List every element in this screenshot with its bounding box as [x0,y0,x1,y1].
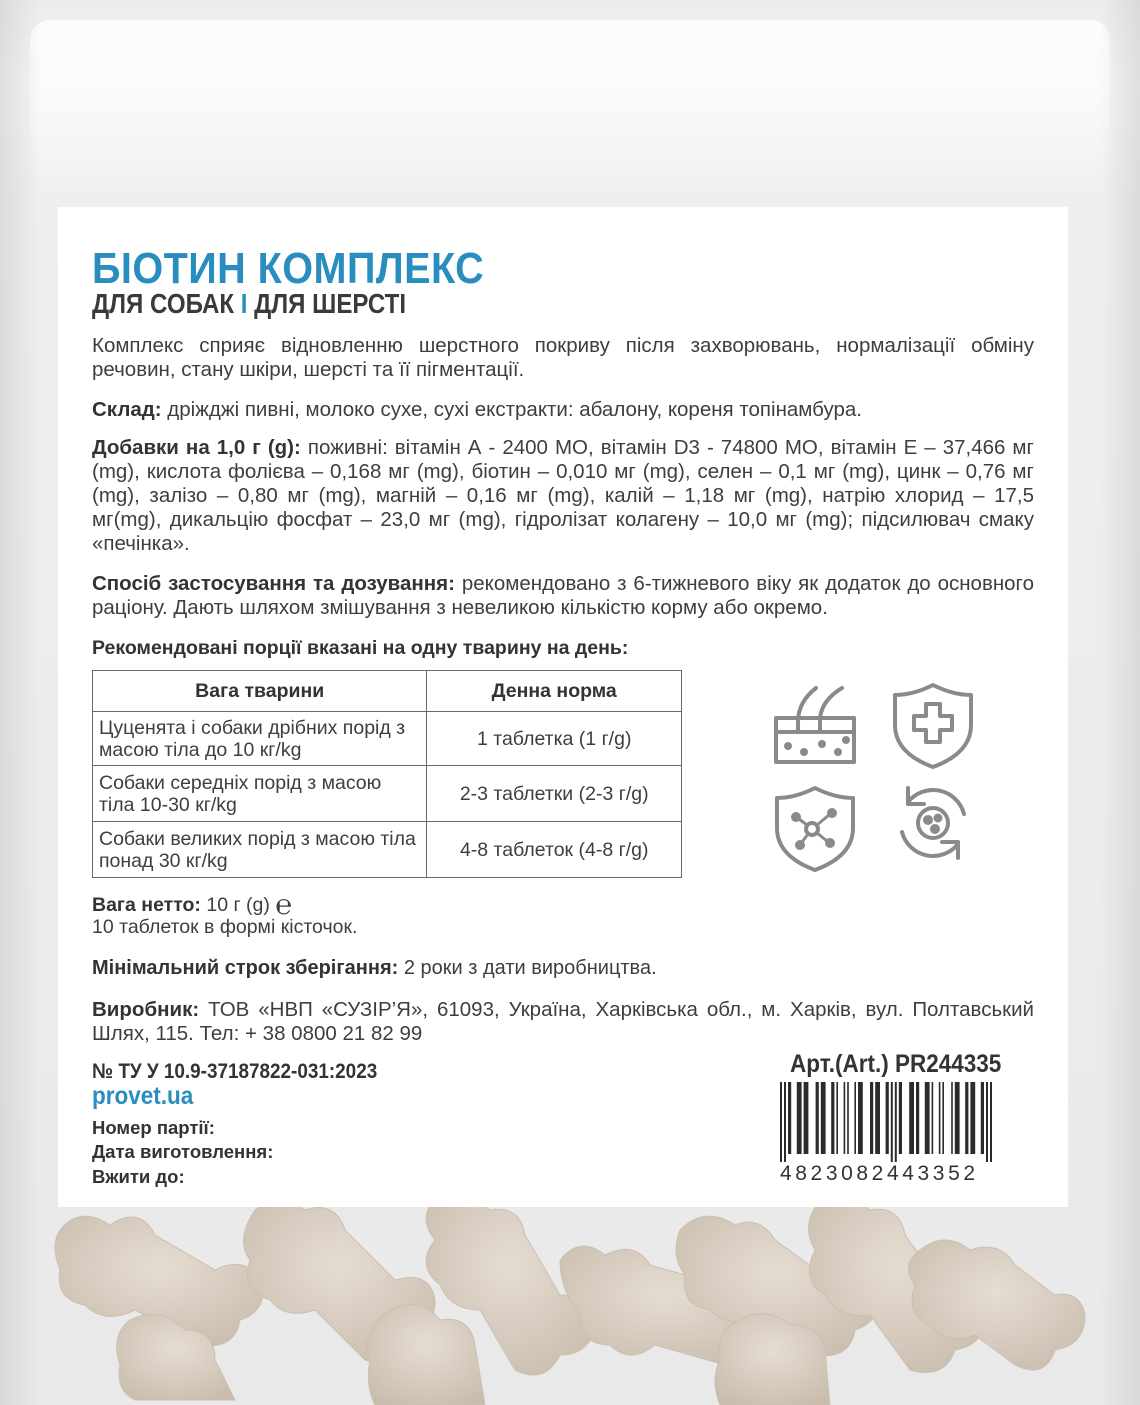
barcode-bar [932,1082,934,1154]
header-daily-norm: Денна норма [427,671,682,712]
barcode-bar [780,1082,782,1162]
description: Комплекс сприяє відновленню шерстного покриву після захворювань, нормалізації обміну речовин, стану шкіри, шерсті та її пігментації. [92,334,1034,381]
barcode-bar [909,1082,914,1154]
benefit-icons [770,680,980,880]
barcode-bar [804,1082,809,1154]
composition-text: дріжджі пивні, молоко сухе, сухі екстракти: абалону, кореня топінамбура. [161,398,862,421]
manufacturer-label: Виробник: [92,998,200,1021]
composition [92,398,1034,422]
net-weight-label: Вага нетто: [92,894,201,916]
portions-heading: Рекомендовані порції вказані на одну тварину на день: [92,637,629,659]
barcode-bar [955,1082,960,1154]
bag-sheen [30,20,1110,190]
barcode-bar [870,1082,873,1154]
barcode-bar [895,1082,897,1162]
manufacturer-text: ТОВ «НВП «СУЗІР’Я», 61093, Україна, Харківська обл., м. Харків, вул. Полтавський Шлях, 115. Тел: + 38 0800 21 82 99 [92,998,1034,1045]
barcode-bar [965,1082,968,1154]
website: provet.ua [92,1082,194,1110]
barcode-bar [821,1082,826,1154]
dose-table-header [93,671,682,712]
table-row [93,766,682,822]
barcode-number: 4823082443352 [780,1162,979,1185]
usage-label: Спосіб застосування та дозування: [92,572,455,595]
barcode-bar [886,1082,889,1154]
barcode-bar [797,1082,802,1154]
best-before-label: Вжити до: [92,1166,185,1187]
barcode-bar [788,1082,791,1154]
barcode [778,1082,1028,1162]
barcode-bar [831,1082,834,1154]
storage-text: 2 роки з дати виробництва. [398,957,657,979]
barcode-bar [970,1082,975,1154]
barcode-bar [925,1082,930,1154]
additives [92,436,1034,556]
metabolism-cycle-icon [888,778,978,868]
barcode-bar [942,1082,944,1154]
barcode-bar [858,1082,863,1154]
barcode-bar [875,1082,880,1154]
barcode-bar [916,1082,919,1154]
manufacture-date-label: Дата виготовлення: [92,1141,274,1162]
barcode-bar [990,1082,992,1162]
row-weight: Собаки великих порід з масою тіла понад 30 кг/kg [93,822,427,878]
barcode-bar [891,1082,893,1162]
barcode-bar [939,1082,941,1154]
article-number: Арт.(Art.) PR244335 [790,1050,1002,1078]
row-norm: 2-3 таблетки (2-3 г/g) [427,766,682,822]
barcode-bar [899,1082,902,1154]
additives-label: Добавки на 1,0 г (g): [92,436,301,459]
subtitle-purpose: ДЛЯ ШЕРСТІ [254,288,407,319]
usage [92,572,1034,620]
barcode-bar [847,1082,849,1154]
composition-label: Склад: [92,398,162,421]
barcode-bar [836,1082,838,1154]
dose-table [92,670,682,878]
shield-cross-icon [888,680,978,770]
usage-text: рекомендовано з 6-тижневого віку як додаток до основного раціону. Дають шляхом змішування з невеликою кількістю корму або окремо. [92,572,1034,619]
batch-number-label: Номер партії: [92,1117,215,1138]
storage-label: Мінімальний строк зберігання: [92,957,399,979]
row-norm: 1 таблетка (1 г/g) [427,712,682,766]
shield-molecule-icon [770,783,860,873]
bone-tablets-image [40,1190,1100,1405]
tablet-count: 10 таблеток в формі кісточок. [92,916,358,938]
additives-text: поживні: вітамін А - 2400 МО, вітамін D3 - 74800 МО, вітамін Е – 37,466 мг (mg), кислота фолієва – 0,168 мг (mg), біотин – 0,010 мг (mg), селен – 0,1 мг (mg), цинк – 0,76 мг (mg), залізо – 0,80 мг (mg), магній – 0,16 мг (mg), калій – 1,18 мг (mg), натрію хлорид – 17,5 мг(mg), дикальцію фосфат – 23,0 мг (mg), гідролізат колагену – 10,0 мг (mg); підсилювач смаку «печінка». [92,436,1035,555]
subtitle-separator: І [240,288,248,319]
manufacturer [92,998,1034,1046]
barcode-bar [986,1082,988,1162]
bag-edge-right [1100,0,1140,1405]
subtitle-target-animal: ДЛЯ СОБАК [92,288,235,319]
product-subtitle [92,288,406,320]
barcode-bar [981,1082,984,1154]
row-weight: Собаки середніх порід з масою тіла 10-30 кг/kg [93,766,427,822]
table-row [93,712,682,766]
row-norm: 4-8 таблеток (4-8 г/g) [427,822,682,878]
storage-period [92,957,657,980]
barcode-bar [816,1082,819,1154]
barcode-bar [951,1082,953,1154]
tech-spec-number: № ТУ У 10.9-37187822-031:2023 [92,1060,378,1083]
product-title: БІОТИН КОМПЛЕКС [92,244,485,293]
skin-hair-icon [770,680,860,770]
barcode-bar [784,1082,786,1162]
barcode-bar [854,1082,856,1154]
header-weight: Вага тварини [93,671,427,712]
barcode-bar [844,1082,846,1154]
bag-edge-left [0,0,40,1405]
net-weight [92,889,358,938]
row-weight: Цуценята і собаки дрібних порід з масою тіла до 10 кг/kg [93,712,427,766]
estimated-sign: ℮ [275,889,293,920]
net-weight-value: 10 г (g) [200,894,270,916]
table-row [93,822,682,878]
